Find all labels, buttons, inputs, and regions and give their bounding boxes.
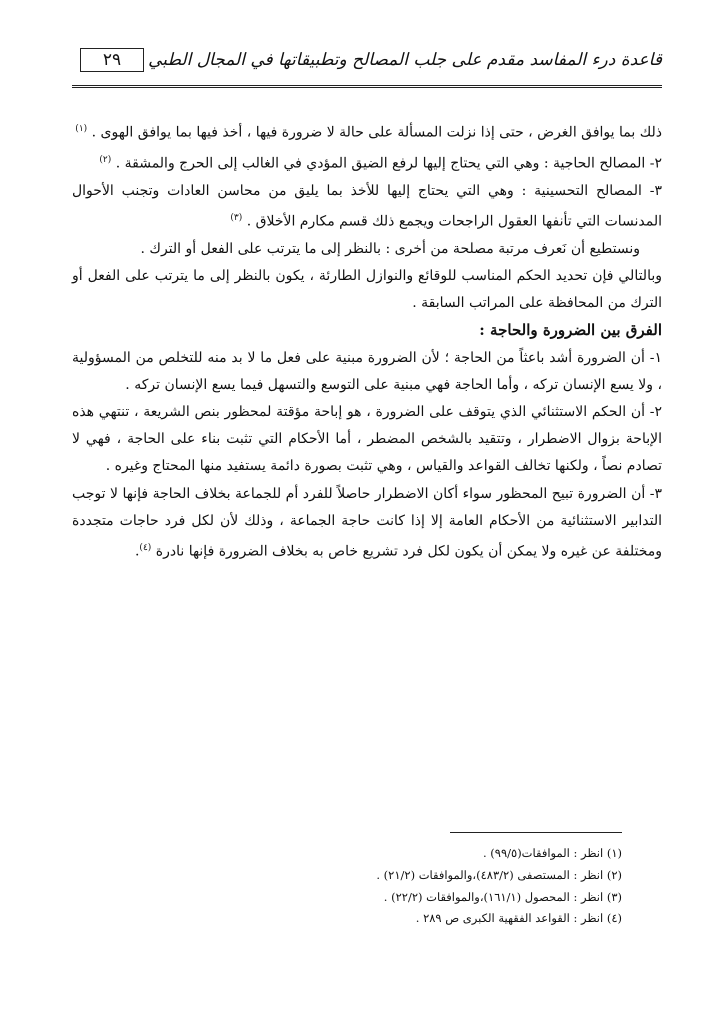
- paragraph: ١- أن الضرورة أشد باعثاً من الحاجة ؛ لأن الضرورة مبنية على فعل ما لا بد منه للتخلص من المسؤولية ، ولا يسع الإنسان تركه ، وأما الحاجة فهي مبنية على التوسع والتسهل فيما يسع الإنسان تركه .: [72, 349, 662, 393]
- footnote: (٢) انظر : المستصفى (٤٨٣/٢)،والموافقات (٢١/٢) .: [376, 867, 622, 882]
- footnotes: [162, 843, 622, 930]
- paragraph: ونستطيع أن نَعرف مرتبة مصلحة من أخرى : بالنظر إلى ما يترتب على الفعل أو الترك .: [140, 240, 640, 257]
- footnote-ref: (٤): [139, 543, 152, 554]
- footnote-ref: (٢): [99, 154, 112, 165]
- footnote-separator: [450, 832, 622, 833]
- footnote-ref: (٣): [230, 212, 243, 223]
- footnote-ref: (١): [75, 124, 88, 134]
- paragraph: ذلك بما يوافق الغرض ، حتى إذا نزلت المسألة على حالة لا ضرورة فيها ، أخذ فيها بما يوافق الهوى . $^{(١)}$: [75, 124, 662, 141]
- paragraph: وبالتالي فإن تحديد الحكم المناسب للوقائع والنوازل الطارئة ، يكون بالنظر إلى ما يترتب على الفعل أو الترك من المحافظة على المراتب السابقة .: [72, 267, 662, 312]
- page-header: [72, 40, 662, 80]
- header-rule: [72, 85, 662, 88]
- paragraph: ٢- أن الحكم الاستثنائي الذي يتوقف على الضرورة ، هو إباحة مؤقتة لمحظور بنص الشريعة ، تنتهي هذه الإباحة بزوال الاضطرار ، وتتقيد بالشخص المضطر ، أما الأحكام التي تثبت بناء على الحاجة ، فهي لا تصادم نصاً ، ولكنها تخالف القواعد والقياس ، وهي تثبت بصورة دائمة يستفيد منها المحتاج وغيره .: [72, 404, 662, 475]
- paragraph: ٣- المصالح التحسينية : وهي التي يحتاج إليها للأخذ بما يليق من محاسن العادات وتجنب الأحوال المدنسات التي تأنفها العقول الراجحات ويجمع ذلك قسم مكارم الأخلاق . $^{(٣)}$: [72, 182, 662, 230]
- footnote: (٣) انظر : المحصول (١٦١/١)،والموافقات (٢٢/٢) .: [383, 889, 622, 904]
- paragraph: ٣- أن الضرورة تبيح المحظور سواء أكان الاضطرار حاصلاً للفرد أم للجماعة بخلاف الحاجة فإنها لا توجب التدابير الاستثنائية من الأحكام العامة إلا إذا كانت حاجة الجماعة ، وذلك لأن لكل فرد حاجات متجددة ومختلفة عن غيره ولا يمكن أن يكون لكل فرد تشريع خاص به بخلاف الضرورة فإنها نادرة $^{(٤)}$.: [72, 485, 662, 560]
- footnote: (١) انظر : الموافقات(٩٩/٥) .: [482, 846, 622, 860]
- footnote: (٤) انظر : القواعد الفقهية الكبرى ص ٢٨٩ .: [415, 911, 622, 926]
- page-body: [72, 116, 662, 566]
- paragraph: ٢- المصالح الحاجية : وهي التي يحتاج إليها لرفع الضيق المؤدي في الغالب إلى الحرج والمشقة . $^{(٢)}$: [99, 154, 662, 172]
- running-title: قاعدة درء المفاسد مقدم على جلب المصالح وتطبيقاتها في المجال الطبي: [148, 50, 662, 70]
- section-heading: الفرق بين الضرورة والحاجة :: [479, 321, 662, 340]
- page-number: ٢٩: [80, 48, 144, 72]
